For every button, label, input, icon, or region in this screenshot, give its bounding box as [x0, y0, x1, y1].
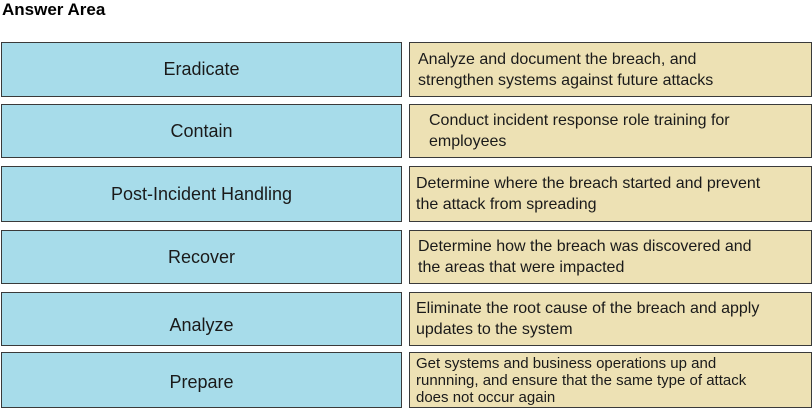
step-label: Eradicate [163, 59, 240, 79]
step-label: Post-Incident Handling [110, 183, 293, 204]
step-eradicate[interactable] [1, 42, 402, 97]
description-line: does not occur again [416, 388, 556, 406]
description-line: runnning, and ensure that the same type of attack [416, 371, 747, 389]
step-label: Recover [167, 246, 236, 267]
description-conduct-training[interactable] [409, 104, 812, 158]
description-line: Analyze and document the breach, and [418, 50, 697, 68]
step-label: Contain [170, 120, 233, 141]
description-line: Eliminate the root cause of the breach and apply [416, 300, 760, 317]
description-eliminate-root-cause[interactable] [409, 292, 812, 346]
step-analyze[interactable] [1, 292, 402, 346]
description-line: Conduct incident response role training for [429, 112, 730, 129]
step-prepare[interactable] [1, 352, 402, 408]
step-post-incident-handling[interactable] [1, 166, 402, 222]
description-determine-how[interactable] [409, 230, 812, 284]
description-line: Get systems and business operations up and [416, 354, 717, 372]
step-recover[interactable] [1, 230, 402, 284]
step-contain[interactable] [1, 104, 402, 158]
description-line: Determine how the breach was discovered and [418, 238, 752, 255]
step-label: Analyze [169, 314, 234, 335]
description-line: updates to the system [416, 321, 573, 338]
description-analyze-and-document[interactable] [409, 42, 812, 97]
description-line: strengthen systems against future attacks [418, 71, 714, 89]
description-line: the attack from spreading [416, 196, 597, 213]
description-get-systems-up[interactable] [409, 352, 812, 408]
description-line: employees [429, 133, 507, 150]
description-determine-where[interactable] [409, 166, 812, 222]
description-line: the areas that were impacted [418, 259, 625, 276]
step-label: Prepare [169, 371, 234, 392]
answer-area-title: Answer Area [2, 0, 106, 19]
description-line: Determine where the breach started and prevent [416, 175, 761, 192]
